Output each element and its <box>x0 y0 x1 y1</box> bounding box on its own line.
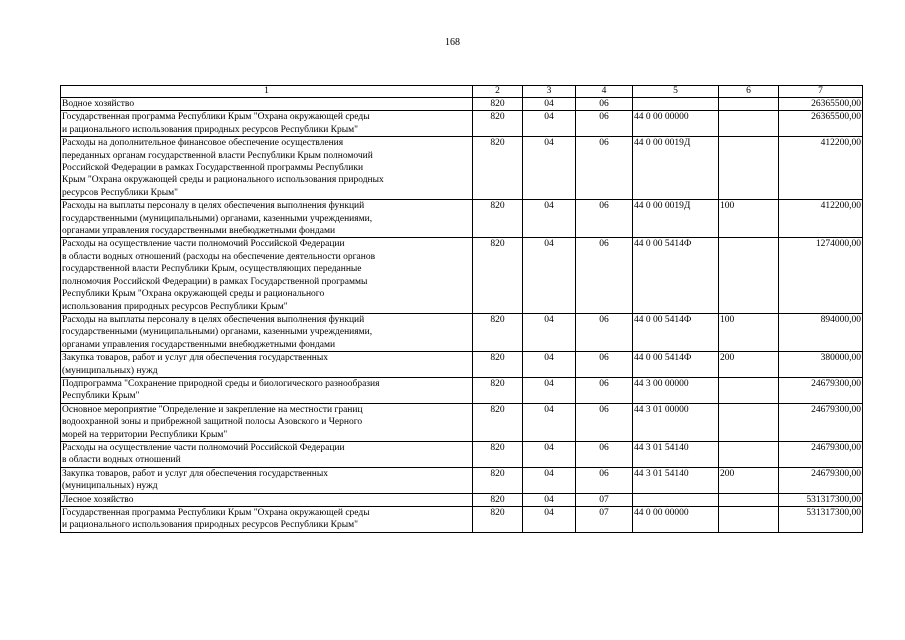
table-row <box>61 377 863 403</box>
header-col-6: 6 <box>719 86 779 98</box>
row-section-code: 04 <box>523 377 576 403</box>
row-subsection-code: 06 <box>576 403 633 441</box>
row-expense-type-code: 200 <box>719 467 779 493</box>
row-target-article-code: 44 3 01 54140 <box>633 467 719 493</box>
row-gr-code: 820 <box>473 403 523 441</box>
row-name: Лесное хозяйство <box>61 493 473 506</box>
row-expense-type-code <box>719 238 779 313</box>
row-target-article-code: 44 0 00 5414Ф <box>633 313 719 351</box>
row-amount: 380000,00 <box>779 352 863 378</box>
table-row <box>61 352 863 378</box>
row-name: Закупка товаров, работ и услуг для обеспечения государственных (муниципальных) нужд <box>61 467 473 493</box>
row-gr-code: 820 <box>473 377 523 403</box>
row-amount: 412200,00 <box>779 200 863 238</box>
row-name: Государственная программа Республики Крым "Охрана окружающей среды и рационального использования природных ресурсов Республики Крым" <box>61 507 473 533</box>
row-amount: 26365500,00 <box>779 98 863 111</box>
row-subsection-code: 06 <box>576 352 633 378</box>
row-gr-code: 820 <box>473 467 523 493</box>
row-section-code: 04 <box>523 111 576 137</box>
row-amount: 24679300,00 <box>779 467 863 493</box>
header-col-2: 2 <box>473 86 523 98</box>
row-amount: 531317300,00 <box>779 507 863 533</box>
row-name: Закупка товаров, работ и услуг для обеспечения государственных (муниципальных) нужд <box>61 352 473 378</box>
row-subsection-code: 06 <box>576 111 633 137</box>
row-name: Основное мероприятие "Определение и закрепление на местности границ водоохранной зоны и прибрежной защитной полосы Азовского и Черного морей на территории Республики Крым" <box>61 403 473 441</box>
row-section-code: 04 <box>523 467 576 493</box>
row-name: Расходы на выплаты персоналу в целях обеспечения выполнения функций государственными (муниципальными) органами, казенными учреждениями, органами управления государственными внебюджетными фондами <box>61 313 473 351</box>
row-expense-type-code: 100 <box>719 313 779 351</box>
row-amount: 26365500,00 <box>779 111 863 137</box>
row-subsection-code: 06 <box>576 441 633 467</box>
row-section-code: 04 <box>523 313 576 351</box>
table-row <box>61 98 863 111</box>
table-header <box>61 86 863 98</box>
row-gr-code: 820 <box>473 111 523 137</box>
table-body <box>61 98 863 533</box>
row-amount: 24679300,00 <box>779 441 863 467</box>
table-row <box>61 238 863 313</box>
row-expense-type-code: 200 <box>719 352 779 378</box>
row-target-article-code: 44 0 00 5414Ф <box>633 352 719 378</box>
row-section-code: 04 <box>523 200 576 238</box>
row-target-article-code: 44 0 00 5414Ф <box>633 238 719 313</box>
row-gr-code: 820 <box>473 352 523 378</box>
row-amount: 531317300,00 <box>779 493 863 506</box>
row-expense-type-code <box>719 98 779 111</box>
row-section-code: 04 <box>523 507 576 533</box>
table-row <box>61 111 863 137</box>
row-subsection-code: 06 <box>576 238 633 313</box>
header-col-4: 4 <box>576 86 633 98</box>
header-col-7: 7 <box>779 86 863 98</box>
header-row <box>61 86 863 98</box>
row-section-code: 04 <box>523 137 576 200</box>
row-name: Расходы на дополнительное финансовое обеспечение осуществления переданных органам государственной власти Республики Крым полномочий Российской Федерации в рамках Государственной программы Республики Крым "Охрана окружающей среды и рационального использования природных ресурсов Республики Крым" <box>61 137 473 200</box>
table-row <box>61 507 863 533</box>
row-expense-type-code <box>719 403 779 441</box>
row-amount: 412200,00 <box>779 137 863 200</box>
table-row <box>61 313 863 351</box>
row-gr-code: 820 <box>473 238 523 313</box>
row-amount: 24679300,00 <box>779 377 863 403</box>
row-gr-code: 820 <box>473 313 523 351</box>
table-row <box>61 467 863 493</box>
row-subsection-code: 07 <box>576 507 633 533</box>
row-name: Расходы на осуществление части полномочий Российской Федерации в области водных отношений (расходы на обеспечение деятельности органов государственной власти Республики Крым, осуществляющих переданные полномочия Российской Федерации) в рамках Государственной программы Республики Крым "Охрана окружающей среды и рационального использования природных ресурсов Республики Крым" <box>61 238 473 313</box>
row-expense-type-code <box>719 137 779 200</box>
table-row <box>61 403 863 441</box>
table-row <box>61 441 863 467</box>
row-expense-type-code <box>719 377 779 403</box>
row-target-article-code: 44 0 00 00000 <box>633 111 719 137</box>
row-section-code: 04 <box>523 403 576 441</box>
row-subsection-code: 06 <box>576 467 633 493</box>
header-col-3: 3 <box>523 86 576 98</box>
row-gr-code: 820 <box>473 507 523 533</box>
row-target-article-code: 44 3 01 54140 <box>633 441 719 467</box>
row-subsection-code: 06 <box>576 313 633 351</box>
row-section-code: 04 <box>523 441 576 467</box>
row-target-article-code: 44 3 00 00000 <box>633 377 719 403</box>
header-col-1: 1 <box>61 86 473 98</box>
row-section-code: 04 <box>523 493 576 506</box>
row-expense-type-code: 100 <box>719 200 779 238</box>
row-amount: 24679300,00 <box>779 403 863 441</box>
row-section-code: 04 <box>523 352 576 378</box>
row-name: Расходы на осуществление части полномочий Российской Федерации в области водных отношений <box>61 441 473 467</box>
row-expense-type-code <box>719 507 779 533</box>
row-target-article-code: 44 0 00 0019Д <box>633 137 719 200</box>
row-name: Расходы на выплаты персоналу в целях обеспечения выполнения функций государственными (муниципальными) органами, казенными учреждениями, органами управления государственными внебюджетными фондами <box>61 200 473 238</box>
row-amount: 1274000,00 <box>779 238 863 313</box>
row-name: Водное хозяйство <box>61 98 473 111</box>
row-subsection-code: 07 <box>576 493 633 506</box>
row-section-code: 04 <box>523 98 576 111</box>
row-target-article-code <box>633 493 719 506</box>
row-subsection-code: 06 <box>576 377 633 403</box>
row-gr-code: 820 <box>473 200 523 238</box>
row-subsection-code: 06 <box>576 200 633 238</box>
table-row <box>61 200 863 238</box>
row-subsection-code: 06 <box>576 137 633 200</box>
row-expense-type-code <box>719 493 779 506</box>
page-number: 168 <box>445 37 460 48</box>
row-target-article-code: 44 3 01 00000 <box>633 403 719 441</box>
row-gr-code: 820 <box>473 441 523 467</box>
row-gr-code: 820 <box>473 98 523 111</box>
row-section-code: 04 <box>523 238 576 313</box>
header-col-5: 5 <box>633 86 719 98</box>
row-expense-type-code <box>719 441 779 467</box>
row-target-article-code <box>633 98 719 111</box>
row-gr-code: 820 <box>473 493 523 506</box>
row-target-article-code: 44 0 00 0019Д <box>633 200 719 238</box>
row-target-article-code: 44 0 00 00000 <box>633 507 719 533</box>
table-row <box>61 493 863 506</box>
row-name: Государственная программа Республики Крым "Охрана окружающей среды и рационального использования природных ресурсов Республики Крым" <box>61 111 473 137</box>
row-gr-code: 820 <box>473 137 523 200</box>
table-row <box>61 137 863 200</box>
row-subsection-code: 06 <box>576 98 633 111</box>
budget-table <box>60 85 863 533</box>
row-name: Подпрограмма "Сохранение природной среды и биологического разнообразия Республики Крым" <box>61 377 473 403</box>
row-amount: 894000,00 <box>779 313 863 351</box>
row-expense-type-code <box>719 111 779 137</box>
